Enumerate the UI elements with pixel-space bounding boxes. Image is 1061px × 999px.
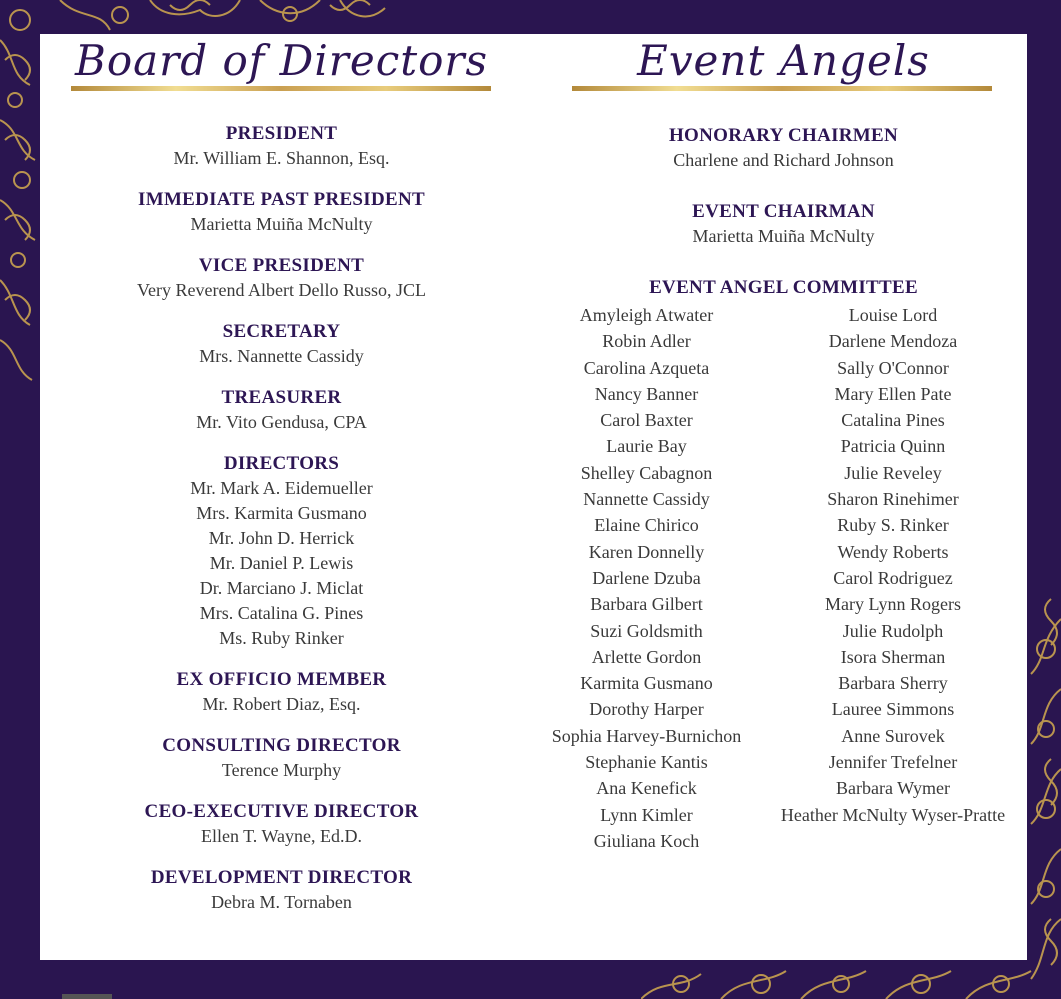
officer-name: Ellen T. Wayne, Ed.D. [200,826,362,846]
officer-name: Dr. Marciano J. Miclat [199,578,364,598]
officer-heading: PRESIDENT [225,123,338,144]
committee-member: Karmita Gusmano [580,673,713,694]
committee-member: Nannette Cassidy [583,489,710,510]
officer-heading: CONSULTING DIRECTOR [162,735,401,756]
officer-name: Mrs. Nannette Cassidy [199,346,364,366]
committee-member: Dorothy Harper [589,699,704,720]
committee-member: Lynn Kimler [600,804,693,825]
officer-name: Mrs. Karmita Gusmano [196,503,367,523]
officer-heading: DIRECTORS [223,453,340,474]
committee-member: Darlene Dzuba [592,567,701,588]
committee-member: Suzi Goldsmith [590,620,703,641]
committee-member: Sharon Rinehimer [827,489,959,510]
officer-group [40,668,523,717]
officer-name: Mr. John D. Herrick [208,528,355,548]
committee-member: Robin Adler [602,331,691,352]
officer-heading: TREASURER [221,387,342,408]
committee-member: Catalina Pines [841,410,945,431]
officer-group [40,734,523,783]
officer-group [40,386,523,435]
committee-member: Julie Rudolph [842,620,944,641]
officer-name: Mr. Mark A. Eidemueller [190,478,373,498]
officer-heading: CEO-EXECUTIVE DIRECTOR [144,801,419,822]
officer-group [40,866,523,915]
committee-member: Isora Sherman [840,646,946,667]
committee-member: Anne Surovek [841,725,945,746]
event-angel-committee [540,276,1027,860]
officer-heading: SECRETARY [222,321,341,342]
event-chairman-section [540,200,1027,249]
committee-member: Barbara Gilbert [590,594,703,615]
committee-member: Shelley Cabagnon [580,462,713,483]
committee-member: Carol Baxter [600,410,693,431]
officer-heading: DEVELOPMENT DIRECTOR [150,867,413,888]
edge-marker [62,994,112,999]
committee-member: Darlene Mendoza [828,331,958,352]
section-heading: EVENT ANGEL COMMITTEE [649,277,918,298]
committee-member: Stephanie Kantis [585,752,708,773]
officer-name: Marietta Muiña McNulty [190,214,373,234]
officer-group [40,320,523,369]
committee-list-left [540,302,753,854]
officer-group [40,122,523,171]
committee-member: Wendy Roberts [837,541,949,562]
officer-name: Mr. Robert Diaz, Esq. [202,694,361,714]
officer-group [40,254,523,303]
officers-list [40,122,523,932]
committee-member: Arlette Gordon [591,646,702,667]
committee-member: Jennifer Trefelner [828,752,958,773]
committee-member: Mary Ellen Pate [834,383,952,404]
committee-member: Karen Donnelly [588,541,705,562]
committee-member: Sophia Harvey-Burnichon [551,725,742,746]
officer-name: Mr. Vito Gendusa, CPA [196,412,367,432]
officer-name: Ms. Ruby Rinker [219,628,344,648]
committee-member: Barbara Wymer [835,778,951,799]
committee-member: Ruby S. Rinker [837,515,949,536]
committee-member: Laurie Bay [606,436,687,457]
officer-name: Very Reverend Albert Dello Russo, JCL [137,280,426,300]
program-page [40,34,1027,960]
officer-name: Mr. Daniel P. Lewis [209,553,354,573]
officer-name: Debra M. Tornaben [211,892,352,912]
board-title: Board of Directors [74,36,489,85]
officer-group [40,452,523,651]
committee-member: Carol Rodriguez [833,567,953,588]
honorary-chairmen-name: Charlene and Richard Johnson [673,150,894,170]
committee-member: Julie Reveley [844,462,942,483]
committee-member: Lauree Simmons [831,699,955,720]
committee-member: Heather McNulty Wyser-Pratte [780,804,1006,825]
officer-name: Mr. William E. Shannon, Esq. [173,148,390,168]
event-chairman-name: Marietta Muiña McNulty [692,226,875,246]
section-heading: EVENT CHAIRMAN [692,201,875,222]
committee-member: Ana Kenefick [596,778,697,799]
committee-columns [540,300,1027,860]
officer-name: Terence Murphy [221,760,342,780]
committee-member: Carolina Azqueta [583,357,710,378]
committee-member: Barbara Sherry [838,673,948,694]
angels-title: Event Angels [637,36,930,85]
officer-heading: VICE PRESIDENT [198,255,365,276]
committee-member: Elaine Chirico [594,515,699,536]
section-heading: HONORARY CHAIRMEN [668,125,899,146]
committee-member: Amyleigh Atwater [579,305,714,325]
officer-name: Mrs. Catalina G. Pines [199,603,364,623]
officer-heading: IMMEDIATE PAST PRESIDENT [138,189,425,210]
officer-group [40,800,523,849]
honorary-chairmen-section [540,124,1027,173]
committee-member: Mary Lynn Rogers [825,594,961,615]
gold-divider [572,86,992,91]
committee-member: Patricia Quinn [840,436,946,457]
committee-member: Sally O'Connor [837,357,949,378]
committee-member: Louise Lord [848,305,938,325]
committee-list-right [762,302,1024,828]
committee-member: Giuliana Koch [593,830,700,851]
committee-member: Nancy Banner [594,383,699,404]
officer-group [40,188,523,237]
officer-heading: EX OFFICIO MEMBER [176,669,387,690]
gold-divider [71,86,491,91]
